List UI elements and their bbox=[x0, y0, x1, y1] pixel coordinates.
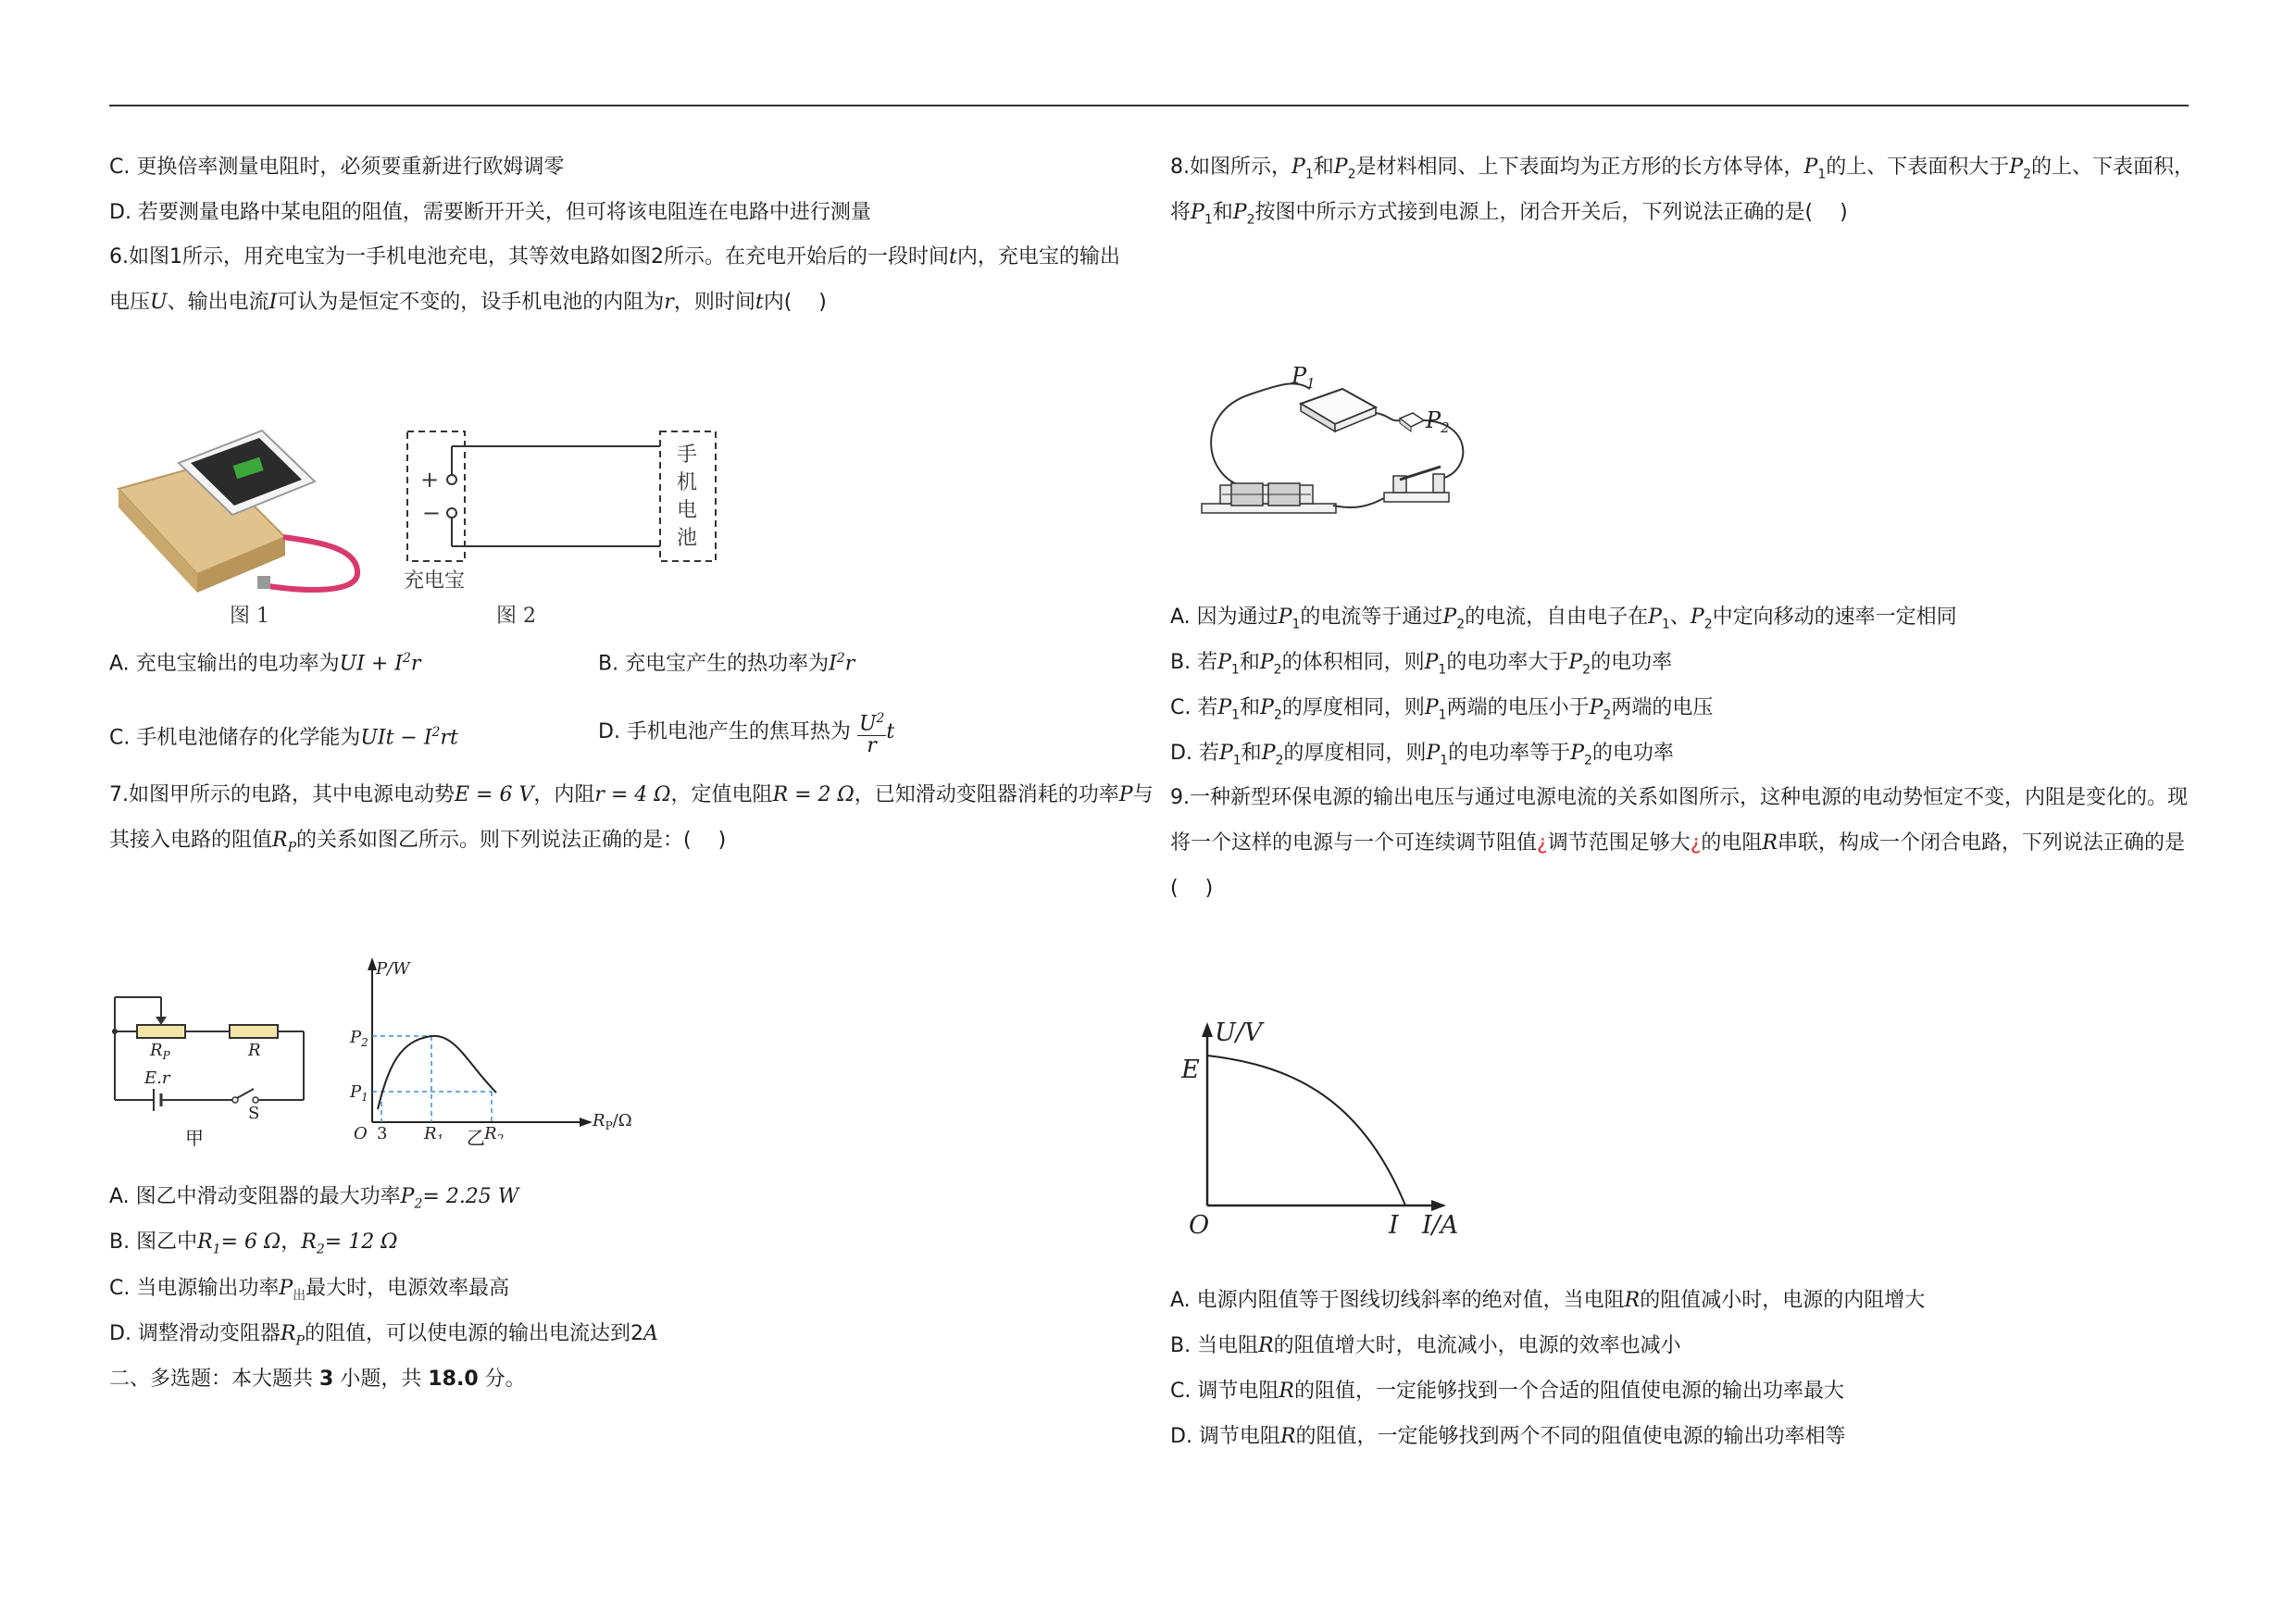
plus-terminal: + bbox=[420, 467, 440, 493]
figure-yi-caption: 乙 bbox=[467, 1127, 485, 1149]
q6-stem-line1: 6.如图1所示，用充电宝为一手机电池充电，其等效电路如图2所示。在充电开始后的一段时间t内，充电宝的输出 bbox=[109, 245, 1120, 269]
power-curve bbox=[378, 1036, 496, 1109]
ui-curve bbox=[1207, 1056, 1405, 1206]
q6-figure-1 bbox=[109, 426, 387, 630]
power-bank-label: 充电宝 bbox=[404, 569, 466, 593]
origin-label: O bbox=[1189, 1211, 1210, 1240]
q7-option-b: B. 图乙中$R_1= 6$ Ω，$R_2= 12$ Ω bbox=[109, 1230, 398, 1257]
q9-stem-line1: 9.一种新型环保电源的输出电压与通过电源电流的关系如图所示，这种电源的电动势恒定不变，内阻是变化的。现 bbox=[1170, 786, 2188, 809]
q7-stem-line1: 7.如图甲所示的电路，其中电源电动势E = 6 V，内阻r = 4 Ω，定值电阻R = 2 Ω，已知滑动变阻器消耗的功率P与 bbox=[109, 783, 1154, 806]
q6-figure-2-circuit bbox=[404, 428, 737, 631]
q9-option-a: A. 电源内阻值等于图线切线斜率的绝对值，当电阻R的阻值减小时，电源的内阻增大 bbox=[1170, 1289, 1926, 1312]
label-i: I bbox=[1389, 1211, 1399, 1240]
q8-option-a: A. 因为通过$P_1$的电流等于通过$P_2$的电流，自由电子在$P_1$、$P_2$中定向移动的速率一定相同 bbox=[1170, 606, 1957, 632]
q9-option-c: C. 调节电阻R的阻值，一定能够找到一个合适的阻值使电源的输出功率最大 bbox=[1170, 1380, 1844, 1403]
tick-r2: $R_2$ bbox=[484, 1124, 505, 1139]
label-s: S bbox=[248, 1104, 260, 1120]
label-r: R bbox=[248, 1041, 261, 1060]
q7-figure-jia-circuit bbox=[109, 954, 322, 1120]
q7-stem-line2: 其接入电路的阻值$R_P$的关系如图乙所示。则下列说法正确的是：( ) bbox=[109, 829, 727, 856]
q9-option-b: B. 当电阻R的阻值增大时，电流减小，电源的效率也减小 bbox=[1170, 1334, 1681, 1357]
label-p1: $P_1$ bbox=[1292, 363, 1316, 392]
label-rp: $R_P$ bbox=[150, 1041, 170, 1062]
tick-p2: $P_2$ bbox=[350, 1028, 368, 1049]
q7-option-c: C. 当电源输出功率$P_出$最大时，电源效率最高 bbox=[109, 1277, 510, 1304]
tick-r1: $R_1$ bbox=[424, 1124, 444, 1139]
q6-option-c: C. 手机电池储存的化学能为UIt − $I^2rt$ bbox=[109, 725, 458, 750]
q9-stem-line3: ( ) bbox=[1170, 877, 1214, 900]
tick-p1: $P_1$ bbox=[350, 1082, 368, 1104]
q7-option-d: D. 调整滑动变阻器$R_P$的阻值，可以使电源的输出电流达到2A bbox=[109, 1322, 658, 1349]
minus-terminal: − bbox=[422, 500, 442, 526]
q6-option-b: B. 充电宝产生的热功率为$I^2r$ bbox=[598, 651, 855, 676]
q6-option-d: D. 手机电池产生的焦耳热为 $\frac{U^2}{r}$ t bbox=[598, 707, 894, 757]
header-rule bbox=[109, 105, 2189, 106]
q6-stem-line2: 电压U、输出电流I可认为是恒定不变的，设手机电池的内阻为r，则时间t内( ) bbox=[109, 291, 827, 314]
q8-option-d: D. 若$P_1$和$P_2$的厚度相同，则$P_1$的电功率等于$P_2$的电功率 bbox=[1170, 742, 1674, 768]
q8-option-c: C. 若$P_1$和$P_2$的厚度相同，则$P_1$两端的电压小于$P_2$两端的电压 bbox=[1170, 696, 1714, 723]
svg-text:机: 机 bbox=[677, 471, 698, 494]
svg-text:电: 电 bbox=[677, 499, 698, 522]
y-axis-label: U/V bbox=[1215, 1018, 1263, 1047]
q5-option-c: C. 更换倍率测量电阻时，必须要重新进行欧姆调零 bbox=[109, 156, 565, 179]
figure-1-caption: 图 1 bbox=[230, 605, 269, 628]
q9-stem-line2: 将一个这样的电源与一个可连续调节阻值¿调节范围足够大¿的电阻R串联，构成一个闭合电路，下列说法正确的是 bbox=[1170, 831, 2186, 855]
figure-2-caption: 图 2 bbox=[496, 605, 536, 628]
q8-option-b: B. 若$P_1$和$P_2$的体积相同，则$P_1$的电功率大于$P_2$的电功率 bbox=[1170, 651, 1673, 678]
q9-figure-ui-graph bbox=[1174, 1018, 1479, 1241]
origin-label: O bbox=[354, 1124, 368, 1139]
q7-option-a: A. 图乙中滑动变阻器的最大功率$P_2= 2.25$ W bbox=[109, 1185, 519, 1212]
y-axis-label: P/W bbox=[376, 959, 410, 979]
x-axis-label: $R_P/\Omega$ bbox=[593, 1111, 632, 1132]
q6-option-a: A. 充电宝输出的电功率为UI + $I^2r$ bbox=[109, 651, 421, 676]
x-axis-label: I/A bbox=[1422, 1211, 1459, 1240]
svg-text:手: 手 bbox=[677, 443, 698, 467]
label-p2: $P_2$ bbox=[1426, 407, 1450, 436]
tick-3: 3 bbox=[377, 1124, 388, 1139]
q9-option-d: D. 调节电阻R的阻值，一定能够找到两个不同的阻值使电源的输出功率相等 bbox=[1170, 1425, 1846, 1448]
q5-option-d: D. 若要测量电路中某电阻的阻值，需要断开开关，但可将该电阻连在电路中进行测量 bbox=[109, 201, 871, 224]
section-2-heading: 二、多选题：本大题共 3 小题，共 18.0 分。 bbox=[109, 1368, 526, 1391]
q7-figure-yi-graph bbox=[341, 954, 655, 1139]
figure-jia-caption: 甲 bbox=[185, 1127, 204, 1149]
q8-figure-conductors bbox=[1194, 357, 1472, 543]
label-e: E bbox=[1181, 1056, 1200, 1084]
q8-stem-line1: 8.如图所示，$P_1$和$P_2$是材料相同、上下表面均为正方形的长方体导体，$P_1$的上、下表面积大于$P_2$的上、下表面积， bbox=[1170, 156, 2194, 182]
label-er: E.r bbox=[144, 1068, 170, 1088]
joule-heat-fraction: $\frac{U^2}{r}$ bbox=[857, 708, 886, 756]
q8-stem-line2: 将$P_1$和$P_2$按图中所示方式接到电源上，闭合开关后，下列说法正确的是( ) bbox=[1170, 201, 1848, 228]
svg-text:池: 池 bbox=[677, 527, 698, 550]
